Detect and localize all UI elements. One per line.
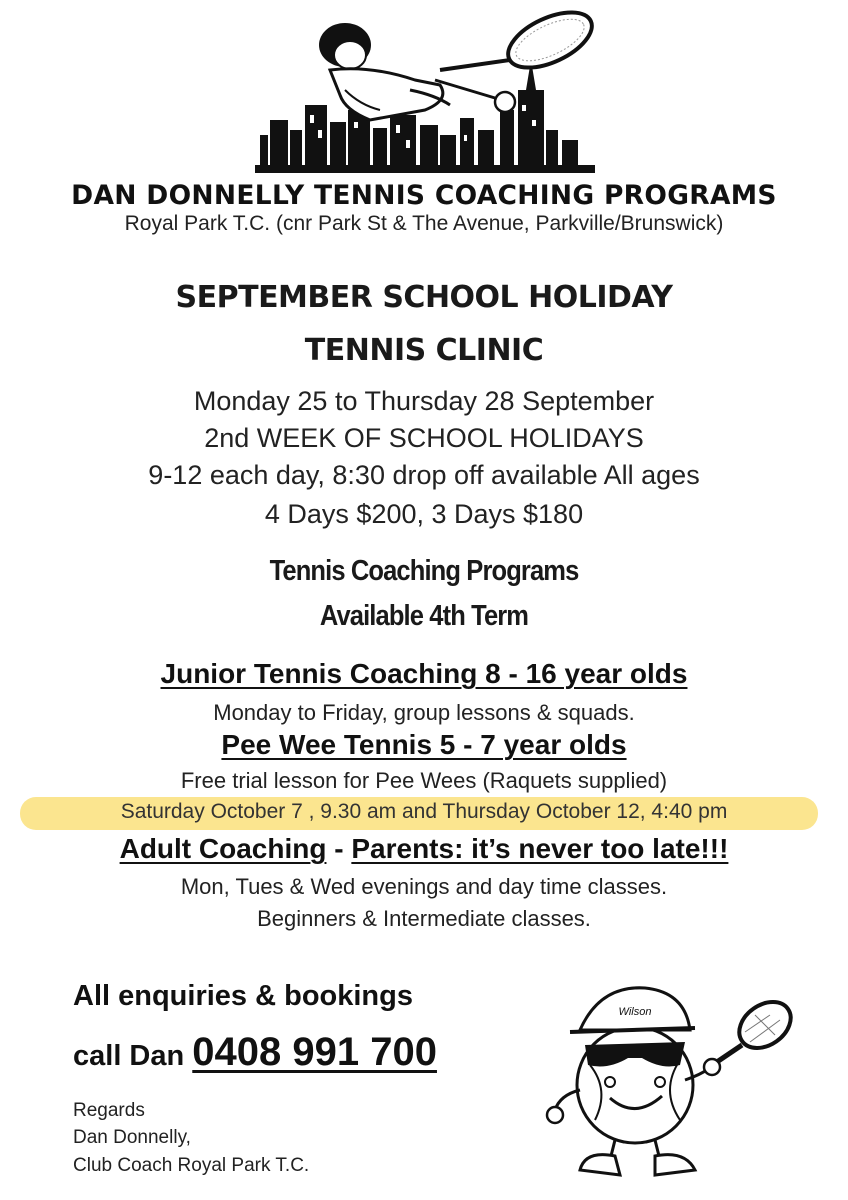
call-prefix: call Dan (73, 1040, 193, 1072)
adult-title-part1: Adult Coaching (119, 833, 327, 864)
junior-title-text: Junior Tennis Coaching 8 - 16 year olds (160, 658, 688, 689)
page-title: DAN DONNELLY TENNIS COACHING PROGRAMS (71, 180, 777, 211)
adult-title (0, 833, 848, 865)
tennis-ball-mascot-image (530, 970, 815, 1185)
clinic-title-line2: TENNIS CLINIC (304, 333, 544, 368)
clinic-prices: 4 Days $200, 3 Days $180 (264, 499, 584, 529)
junior-desc: Monday to Friday, group lessons & squads. (213, 700, 635, 725)
peewee-title-text: Pee Wee Tennis 5 - 7 year olds (221, 729, 627, 760)
adult-desc-1: Mon, Tues & Wed evenings and day time classes. (180, 874, 668, 899)
clinic-week: 2nd WEEK OF SCHOOL HOLIDAYS (204, 423, 644, 453)
clinic-title-line1: SEPTEMBER SCHOOL HOLIDAY (175, 280, 673, 315)
peewee-desc: Free trial lesson for Pee Wees (Raquets supplied) (180, 768, 668, 793)
adult-title-part2: Parents: it’s never too late!!! (351, 833, 729, 864)
junior-title (0, 658, 848, 690)
signature-role: Club Coach Royal Park T.C. (73, 1155, 310, 1176)
clinic-dates: Monday 25 to Thursday 28 September (193, 386, 655, 416)
signature-name: Dan Donnelly, (73, 1127, 191, 1148)
programs-heading-line1: Tennis Coaching Programs (269, 555, 579, 587)
trial-dates: Saturday October 7 , 9.30 am and Thursday October 12, 4:40 pm (120, 800, 728, 823)
tennis-player-skyline-logo (250, 10, 610, 180)
adult-title-separator: - (326, 833, 352, 864)
adult-desc-2: Beginners & Intermediate classes. (257, 906, 591, 931)
clinic-times: 9-12 each day, 8:30 drop off available All ages (148, 460, 700, 490)
peewee-title (0, 729, 848, 761)
club-address: Royal Park T.C. (cnr Park St & The Avenue, Parkville/Brunswick) (124, 212, 724, 235)
phone-number: 0408 991 700 (192, 1030, 437, 1074)
enquiries-line: All enquiries & bookings (73, 980, 413, 1012)
signature-regards: Regards (73, 1100, 145, 1121)
programs-heading-line2: Available 4th Term (319, 600, 529, 632)
call-line (73, 1030, 437, 1075)
cap-text: Wilson (618, 1006, 652, 1018)
